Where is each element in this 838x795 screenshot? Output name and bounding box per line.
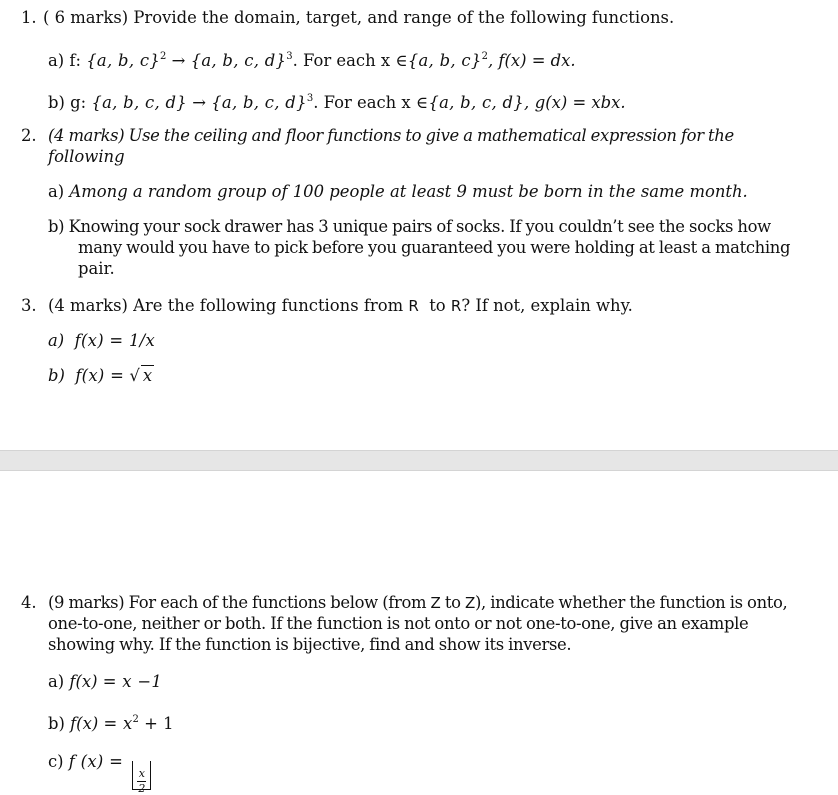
q4-c-lhs: f (x) = — [68, 752, 124, 771]
q4-c — [48, 751, 151, 795]
q3-text-post: ? If not, explain why. — [461, 296, 633, 315]
q1-a-domain-exp: 2 — [160, 51, 167, 62]
q1-b-arrow: → — [192, 93, 206, 112]
q3-text-pre: (4 marks) Are the following functions from — [48, 296, 404, 315]
q1-text: ( 6 marks) Provide the domain, target, and range of the following functions. — [43, 8, 675, 27]
q1-a-target: {a, b, c, d} — [190, 51, 287, 70]
q4-b-rhs-post: + 1 — [144, 714, 174, 733]
q2-b — [48, 216, 771, 237]
q3-b-sqrt: √ x — [129, 366, 153, 385]
q1-a-target-exp: 3 — [286, 51, 293, 62]
q3-b — [48, 365, 154, 386]
q3-set2: R — [450, 297, 462, 315]
q1-b-target-exp: 3 — [306, 93, 314, 104]
q4-b-label: b) — [48, 714, 65, 733]
q1-a-func: f: — [69, 51, 81, 70]
q4-c-floor — [132, 761, 151, 795]
q1-a-label: a) — [48, 51, 65, 70]
q4-line1 — [48, 592, 787, 614]
document-page-2 — [0, 471, 838, 795]
q4-number: 4. — [21, 593, 37, 612]
q3-b-label: b) — [48, 366, 65, 385]
q3-b-radicand: x — [142, 366, 153, 385]
q1-number: 1. — [21, 8, 37, 27]
q2-a — [48, 181, 748, 202]
q2-b-line3: pair. — [78, 259, 115, 278]
q4-set2: Z — [465, 594, 475, 612]
q4-c-den: 2 — [138, 782, 146, 795]
q1-a — [48, 46, 576, 71]
q3-set1: R — [408, 297, 419, 315]
q1-a-elem-exp: 2 — [481, 51, 488, 62]
q3-text — [48, 295, 633, 317]
q4-a-label: a) — [48, 672, 65, 691]
q4-b-exp: 2 — [132, 714, 139, 725]
q3-a — [48, 330, 155, 351]
q1-a-arrow: → — [171, 51, 186, 70]
q4-a — [48, 671, 162, 692]
q4-to: to — [444, 593, 461, 612]
q4-b-rhs-pre: = x — [103, 714, 133, 733]
q1-b-elem: ∈{a, b, c, d}, — [415, 93, 530, 112]
q2-b-line2: many would you have to pick before you guaranteed you were holding at least a matching — [78, 238, 791, 257]
q1-b-domain: {a, b, c, d} — [91, 93, 187, 112]
q4-b-lhs: f(x) — [70, 714, 99, 733]
q4-b — [48, 709, 174, 734]
q2-a-label: a) — [48, 182, 65, 201]
q1-a-for-each: . For each x — [292, 51, 391, 70]
q1-a-rule: , f(x) = dx. — [487, 51, 576, 70]
q1-b-rule: g(x) = xbx. — [534, 93, 626, 112]
q1-a-elem: ∈{a, b, c} — [395, 51, 482, 70]
q2-b-label: b) — [48, 217, 65, 236]
q2-line1: (4 marks) Use the ceiling and floor functions to give a mathematical expression for the — [48, 126, 734, 145]
q2-a-text: Among a random group of 100 people at least 9 must be born in the same month. — [69, 182, 748, 201]
q2-line2: following — [48, 147, 125, 166]
q1-b-target: {a, b, c, d} — [211, 93, 307, 112]
q3-a-label: a) — [48, 331, 65, 350]
q1-b-for-each: . For each x — [313, 93, 411, 112]
q3-number: 3. — [21, 296, 37, 315]
q2-number: 2. — [21, 126, 37, 145]
q4-a-rhs: = x −1 — [102, 672, 163, 691]
q1-b — [48, 88, 626, 113]
q2-b-line1: Knowing your sock drawer has 3 unique pairs of socks. If you couldn’t see the socks how — [68, 217, 771, 236]
q1-b-label: b) — [48, 93, 65, 112]
q1-b-func: g: — [70, 93, 87, 112]
q1-a-domain: {a, b, c} — [86, 51, 161, 70]
q4-set1: Z — [430, 594, 441, 612]
q4-line1-post: ), indicate whether the function is onto, — [474, 593, 788, 612]
q4-c-num: x — [138, 767, 145, 780]
q3-to: to — [429, 296, 446, 315]
page-break — [0, 450, 838, 471]
q3-b-expr: f(x) = — [75, 366, 125, 385]
q4-line2: one-to-one, neither or both. If the function is not onto or not one-to-one, give an example — [48, 614, 749, 633]
q4-c-label: c) — [48, 752, 64, 771]
q4-a-lhs: f(x) — [69, 672, 98, 691]
q4-line3: showing why. If the function is bijective, find and show its inverse. — [48, 635, 572, 654]
q4-line1-pre: (9 marks) For each of the functions below (from — [48, 593, 427, 612]
q3-a-expr: f(x) = 1/x — [74, 331, 156, 350]
